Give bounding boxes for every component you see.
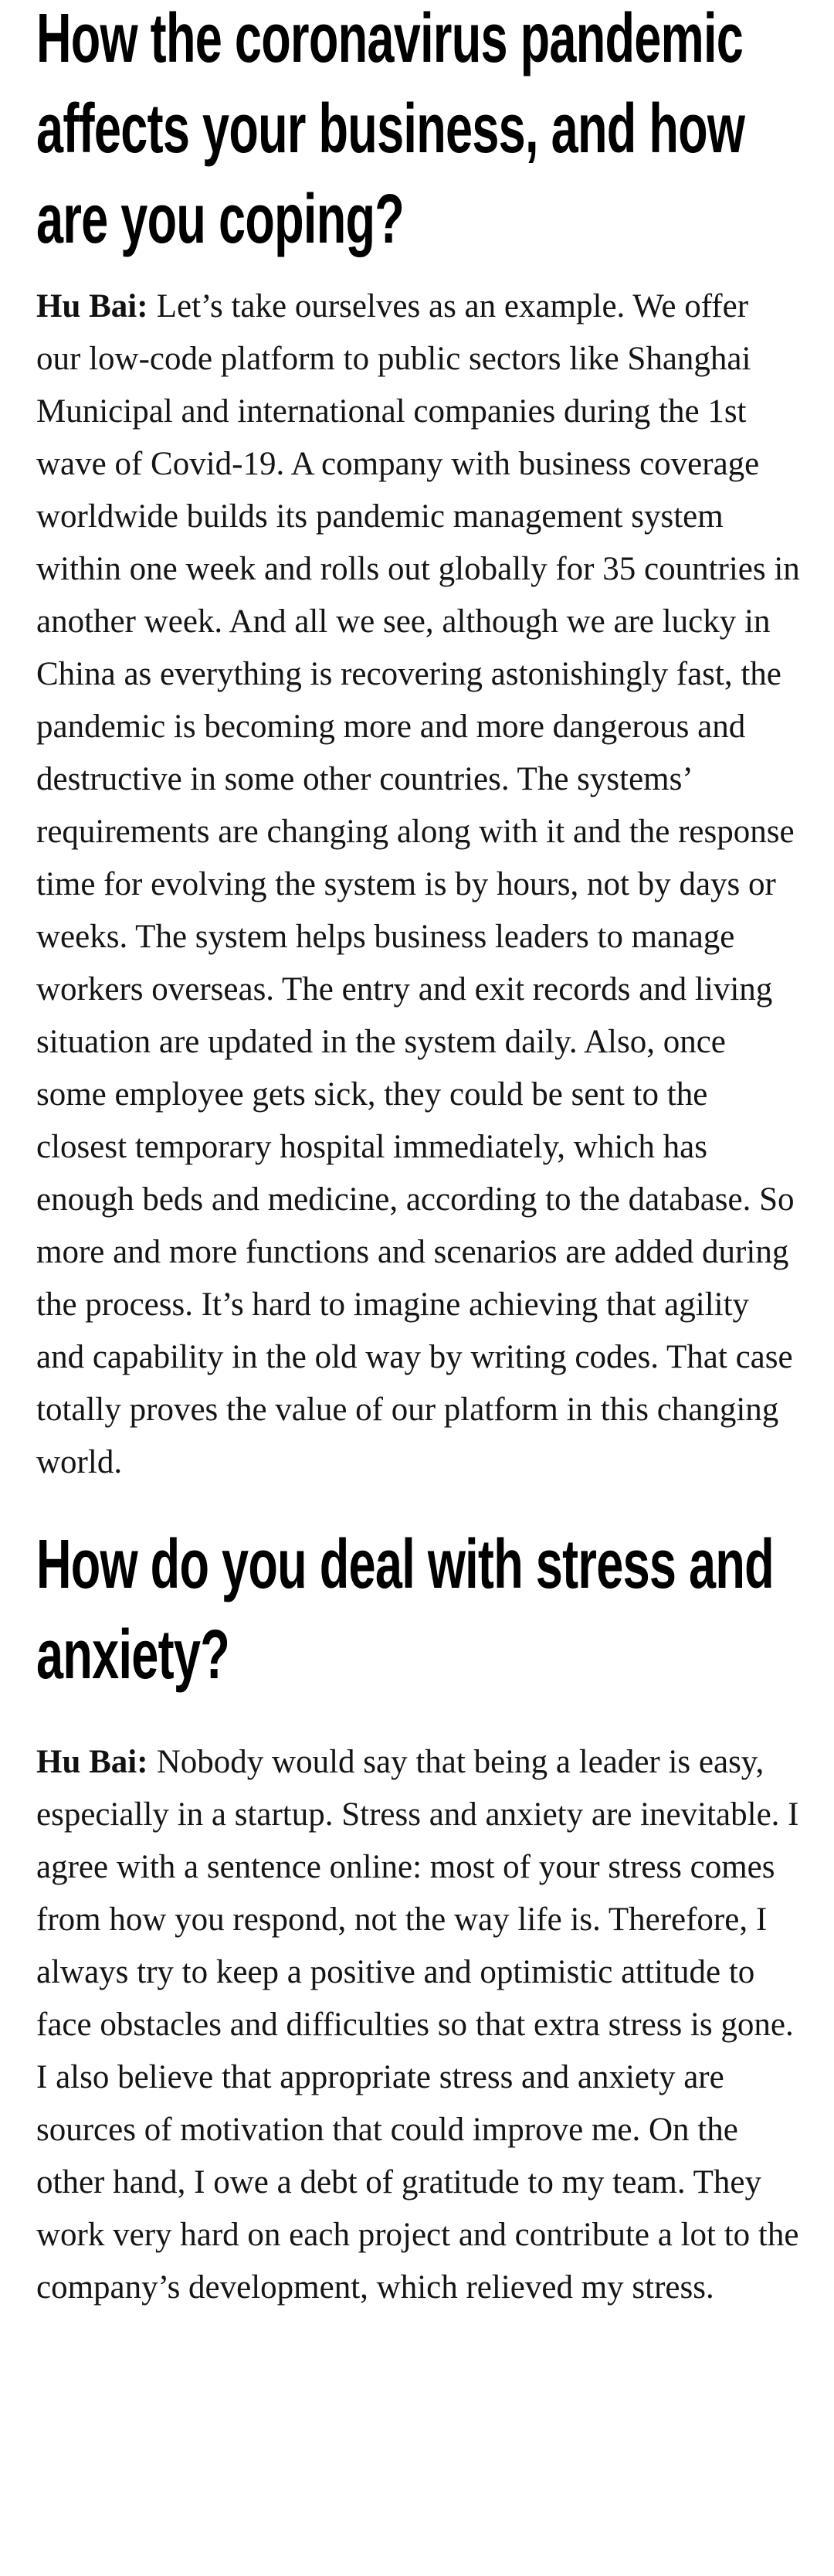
speaker-label: Hu Bai: [36, 288, 148, 325]
speaker-label: Hu Bai: [36, 1744, 148, 1780]
heading-line: How the coronavirus pandemic [36, 0, 744, 77]
answer-text: Let’s take ourselves as an example. We offer our low-code platform to public sectors like Shanghai Municipal and international companies during the 1st wave of Covid-19. A company with business coverage worldwide builds its pandemic management system within one week and rolls out globally for 35 countries in another week. And all we see, although we are lucky in China as everything is recovering astonishingly fast, the pandemic is becoming more and more dangerous and destructive in some other countries. The systems’ requirements are changing along with it and the response time for evolving the system is by hours, not by days or weeks. The system helps business leaders to manage workers overseas. The entry and exit records and living situation are updated in the system daily. Also, once some employee gets sick, they could be sent to the closest temporary hospital immediately, which has enough beds and medicine, according to the database. So more and more functions and scenarios are added during the process. It’s hard to imagine achieving that agility and capability in the old way by writing codes. That case totally proves the value of our platform in this changing world. [36, 288, 800, 1480]
heading-line: anxiety? [36, 1616, 230, 1694]
heading-line: are you coping? [36, 181, 405, 258]
heading-line: affects your business, and how [36, 90, 745, 168]
heading-line: How do you deal with stress and [36, 1526, 774, 1603]
question-heading-2 [36, 1520, 801, 1701]
question-heading-1 [36, 0, 801, 265]
answer-paragraph-2 [36, 1736, 801, 2314]
answer-paragraph-1 [36, 280, 801, 1489]
answer-text: Nobody would say that being a leader is easy, especially in a startup. Stress and anxiety are inevitable. I agree with a sentence online: most of your stress comes from how you respond, not the way life is. Therefore, I always try to keep a positive and optimistic attitude to face obstacles and difficulties so that extra stress is gone. I also believe that appropriate stress and anxiety are sources of motivation that could improve me. On the other hand, I owe a debt of gratitude to my team. They work very hard on each project and contribute a lot to the company’s development, which relieved my stress. [36, 1744, 799, 2306]
